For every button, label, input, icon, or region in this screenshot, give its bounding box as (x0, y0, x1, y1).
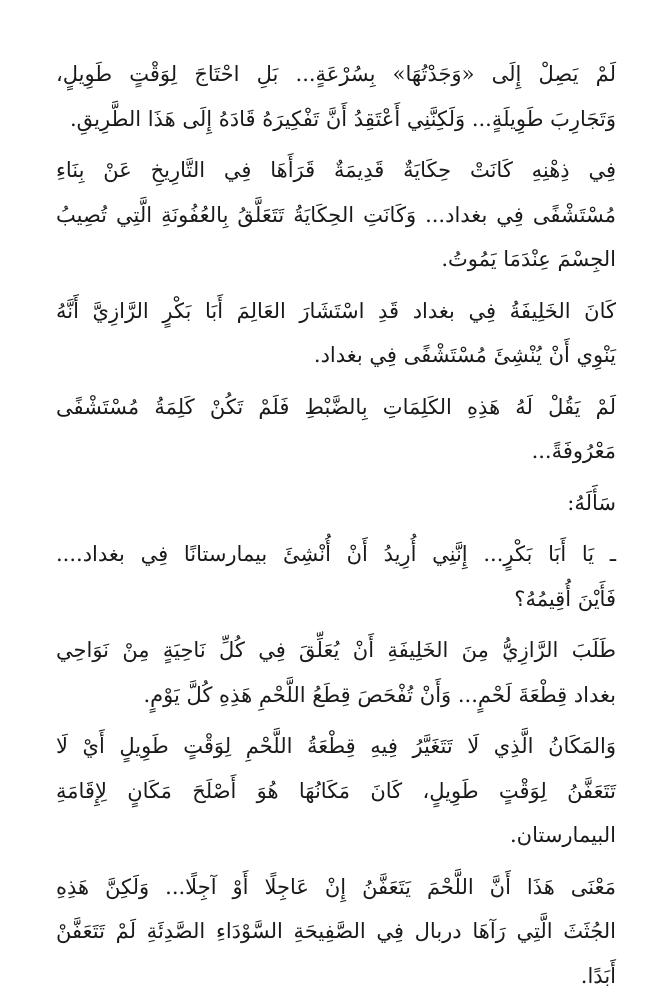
paragraph (56, 52, 616, 141)
paragraph (56, 148, 616, 282)
paragraph (56, 481, 616, 526)
text-line: لَمْ يَصِلْ إِلَى «وَجَدْتُهَا» بِسُرْعَةٍ... بَلِ احْتَاجَ لِوَقْتٍ طَوِيلٍ، (56, 62, 616, 86)
text-line: البيمارستان. (509, 823, 616, 847)
text-line: مَعْرُوفَةً... (531, 439, 616, 463)
text-line: بغداد قِطْعَةَ لَحْمٍ... وَأَنْ تُفْحَصَ قِطَعُ اللَّحْمِ هَذِهِ كُلَّ يَوْمٍ. (143, 682, 616, 707)
text-line: فَأَيْنَ أُقِيمُهُ؟ (514, 586, 616, 611)
text-line: مَعْنَى هَذَا أَنَّ اللَّحْمَ يَتَعَفَّنُ إِنْ عَاجِلًا أَوْ آجِلًا... وَلَكِنَّ هَذِهِ (56, 874, 616, 899)
text-line: مُسْتَشْفًى فِي بغداد... وَكَانَتِ الحِكَايَةُ تَتَعَلَّقُ بِالعُفُونَةِ الَّتِي تُصِيبُ (56, 202, 616, 227)
text-line: ـ يَا أَبَا بَكْرٍ... إِنَّنِي أُرِيدُ أَنْ أُنْشِئَ بيمارستانًا فِي بغداد.... (56, 542, 616, 566)
text-line: لَمْ يَقُلْ لَهُ هَذِهِ الكَلِمَاتِ بِالضَّبْطِ فَلَمْ تَكُنْ كَلِمَةُ مُسْتَشْفًى (56, 394, 616, 419)
paragraph (56, 289, 616, 378)
text-line: تَتَعَفَّنُ لِوَقْتٍ طَوِيلٍ، كَانَ مَكَانُهَا هُوَ أَصْلَحَ مَكَانٍ لِإِقَامَةِ (56, 778, 616, 803)
text-line: فِي ذِهْنِهِ كَانَتْ حِكَايَةٌ قَدِيمَةٌ قَرَأَهَا فِي التَّارِيخِ عَنْ بِنَاءِ (56, 158, 617, 182)
paragraph (56, 628, 616, 717)
text-line: الجِسْمَ عِنْدَمَا يَمُوتُ. (441, 247, 616, 271)
paragraph (56, 724, 616, 858)
text-line: وَالمَكَانُ الَّذِي لَا تَتَغَيَّرُ فِيهِ قِطْعَةُ اللَّحْمِ لِوَقْتٍ طَوِيلٍ أَيْ لَا (56, 734, 616, 758)
text-line: أَبَدًا. (580, 963, 616, 988)
paragraph (56, 532, 616, 621)
text-line: يَنْوِي أَنْ يُنْشِئَ مُسْتَشْفًى فِي بغداد. (313, 343, 616, 367)
text-line: كَانَ الخَلِيفَةُ فِي بغداد قَدِ اسْتَشَارَ العَالِمَ أَبَا بَكْرٍ الرَّازِيَّ أَنَّهُ (56, 298, 616, 323)
paragraph (56, 865, 616, 999)
paragraph (56, 385, 616, 474)
text-line: سَأَلَهُ: (567, 490, 616, 515)
text-line: طَلَبَ الرَّازِيُّ مِنَ الخَلِيفَةِ أَنْ يُعَلِّقَ فِي كُلِّ نَاحِيَةٍ مِنْ نَوَاحِي (56, 638, 616, 662)
text-line: وَتَجَارِبَ طَوِيلَةٍ... وَلَكِنَّنِي أَعْتَقِدُ أَنَّ تَفْكِيرَهُ قَادَهُ إِلَى هَذَا الطَّرِيقِ. (69, 106, 616, 131)
book-page (56, 52, 616, 1005)
text-line: الجُثَثَ الَّتِي رَآهَا دربال فِي الصَّفِيحَةِ السَّوْدَاءِ الصَّدِئَةِ لَمْ تَتَعَفَّنْ (56, 919, 616, 943)
